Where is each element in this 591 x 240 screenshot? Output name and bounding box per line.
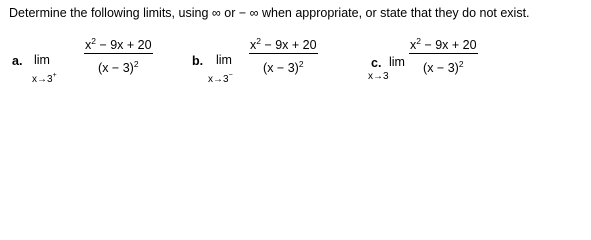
limit-fraction (409, 36, 478, 75)
fraction-denominator: $(x - 3)^2$ (98, 59, 139, 75)
limit-subscript (368, 71, 389, 82)
approach-side: − (228, 72, 233, 79)
limit-operator: lim (216, 53, 232, 67)
fraction-denominator: $(x - 3)^2$ (263, 59, 304, 75)
approach-text: x→3 (208, 74, 229, 85)
problem-letter: b. (192, 54, 204, 68)
limit-fraction (249, 36, 318, 75)
limit-subscript (208, 72, 233, 85)
problem-letter: c. (371, 56, 382, 70)
limit-operator: lim (34, 53, 50, 67)
limit-fraction (84, 36, 153, 75)
fraction-numerator: $x^2 - 9x + 20$ (410, 36, 477, 52)
limit-subscript (32, 72, 57, 85)
fraction-denominator: $(x - 3)^2$ (423, 59, 464, 75)
approach-text: x→3 (368, 71, 389, 82)
approach-side: + (52, 72, 57, 79)
limit-operator: lim (389, 55, 405, 69)
instructions: Determine the following limits, using ∞ or − ∞ when appropriate, or state that they do not exist. (9, 6, 530, 20)
approach-text: x→3 (32, 74, 53, 85)
fraction-numerator: $x^2 - 9x + 20$ (250, 36, 317, 52)
fraction-numerator: $x^2 - 9x + 20$ (85, 36, 152, 52)
problem-letter: a. (12, 54, 23, 68)
